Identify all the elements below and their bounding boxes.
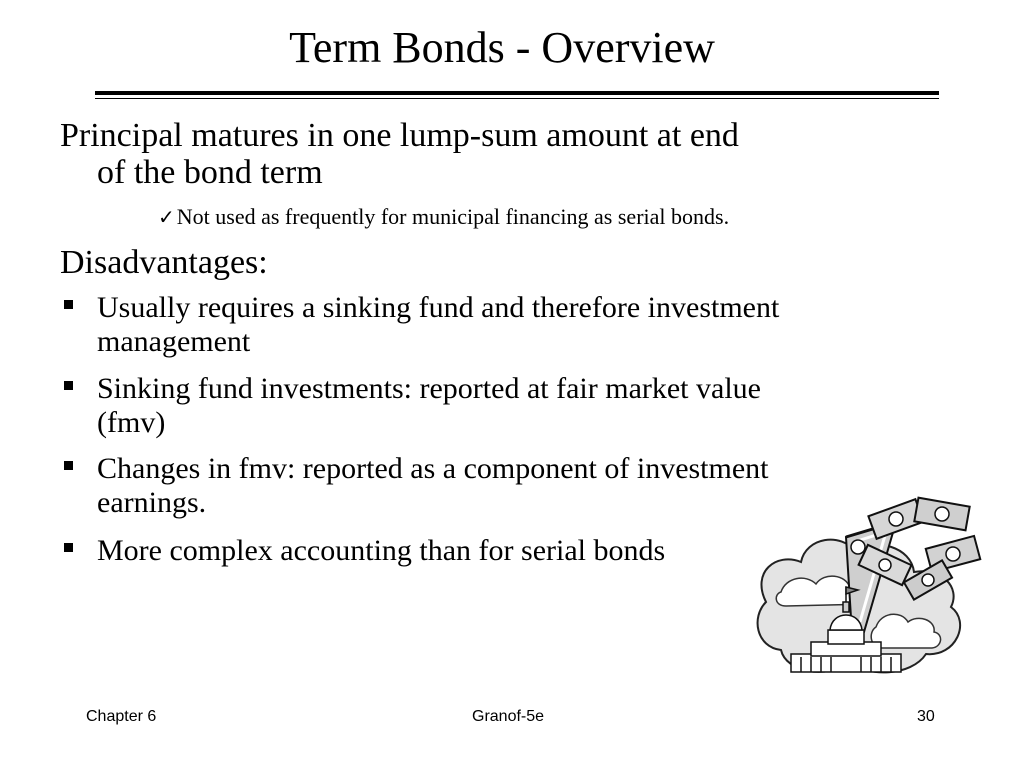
list-item bbox=[97, 291, 952, 359]
footer-chapter: Chapter 6 bbox=[86, 708, 157, 725]
list-item bbox=[97, 534, 817, 568]
principal-paragraph bbox=[60, 117, 940, 191]
title-rule-thin bbox=[95, 98, 939, 99]
disadvantages-heading: Disadvantages: bbox=[60, 244, 268, 281]
square-bullet-icon bbox=[64, 300, 73, 309]
list-item bbox=[97, 372, 952, 440]
footer-book: Granof-5e bbox=[472, 708, 545, 725]
check-item-text: Not used as frequently for municipal financing as serial bonds. bbox=[176, 204, 730, 229]
checkmark-icon: ✓ bbox=[158, 205, 175, 229]
list-item-line-2: earnings. bbox=[97, 486, 207, 519]
check-item bbox=[158, 202, 729, 232]
slide-title: Term Bonds - Overview bbox=[289, 23, 715, 72]
square-bullet-icon bbox=[64, 543, 73, 552]
principal-line-2: of the bond term bbox=[97, 154, 323, 191]
list-item-line-1: Sinking fund investments: reported at fair market value bbox=[97, 372, 761, 405]
money-funnel-capitol-clipart bbox=[746, 482, 986, 682]
list-item-line-1: Usually requires a sinking fund and therefore investment bbox=[97, 291, 780, 324]
square-bullet-icon bbox=[64, 461, 73, 470]
list-item-line-1: Changes in fmv: reported as a component of investment bbox=[97, 452, 769, 485]
footer-page-number: 30 bbox=[917, 708, 935, 725]
list-item-line-1: More complex accounting than for serial bonds bbox=[97, 534, 666, 567]
square-bullet-icon bbox=[64, 381, 73, 390]
title-rule-thick bbox=[95, 91, 939, 95]
list-item-line-2: management bbox=[97, 325, 251, 358]
principal-line-1: Principal matures in one lump-sum amount at end bbox=[60, 117, 739, 154]
list-item-line-2: (fmv) bbox=[97, 406, 166, 439]
